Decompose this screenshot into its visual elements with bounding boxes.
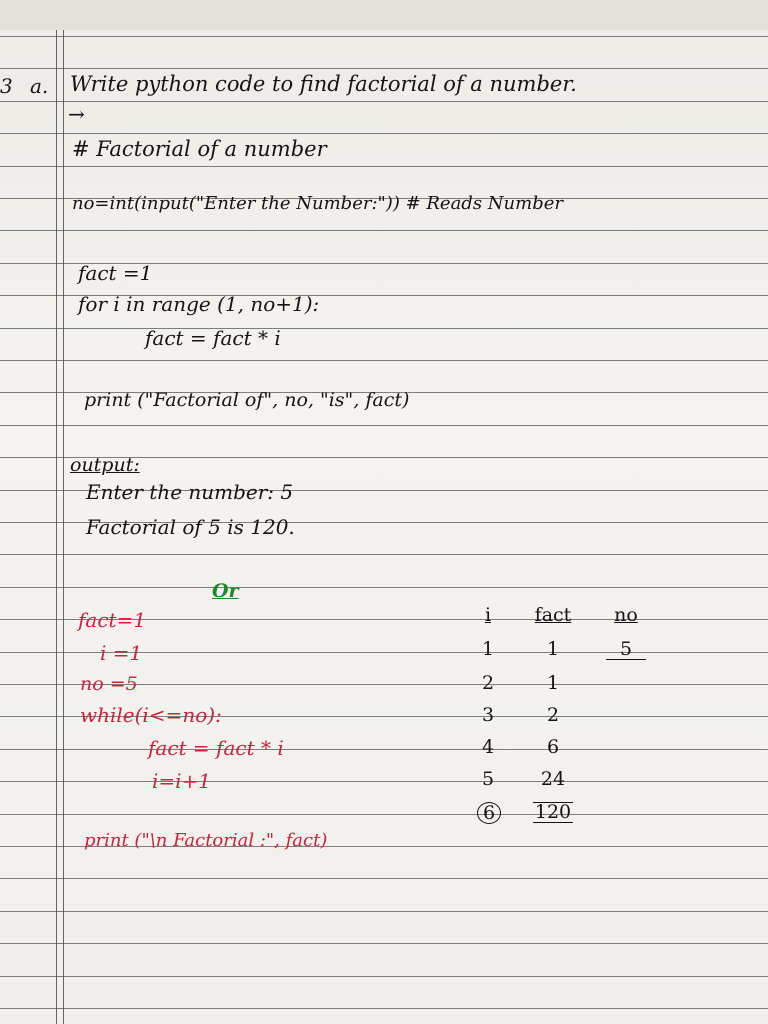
trace-cell: 2 <box>481 672 495 694</box>
question-part: a. <box>30 74 49 98</box>
code-line: for i in range (1, no+1): <box>78 292 320 316</box>
code-input-line: no=int(input("Enter the Number:")) # Reads Number <box>72 193 563 214</box>
alt-code-line: fact = fact * i <box>148 736 284 760</box>
ruled-line <box>0 425 768 426</box>
alt-code-line: no =5 <box>80 673 138 695</box>
trace-cell: 120 <box>534 801 572 823</box>
trace-header: i <box>484 604 492 626</box>
arrow-icon: → <box>68 102 85 126</box>
alt-code-line: fact=1 <box>78 608 147 632</box>
alt-code-line: print ("\n Factorial :", fact) <box>84 830 328 851</box>
alt-code-line: i=i+1 <box>152 769 212 793</box>
output-heading: output: <box>70 454 140 476</box>
ruled-line <box>0 230 768 231</box>
trace-header: fact <box>534 604 572 626</box>
trace-cell: 1 <box>546 638 560 660</box>
margin-line-left <box>56 30 57 1024</box>
ruled-line <box>0 943 768 944</box>
ruled-line <box>0 878 768 879</box>
ruled-line <box>0 360 768 361</box>
alt-code-line: i =1 <box>100 641 143 665</box>
ruled-line <box>0 976 768 977</box>
ruled-line <box>0 328 768 329</box>
margin-line-right <box>63 30 64 1024</box>
code-comment: # Factorial of a number <box>72 137 327 161</box>
trace-cell: 6 <box>546 736 560 758</box>
trace-cell: 6 <box>477 802 501 824</box>
ruled-line <box>0 166 768 167</box>
page-top-band <box>0 0 768 30</box>
alt-code-line: while(i<=no): <box>80 703 222 727</box>
trace-cell: 2 <box>546 704 560 726</box>
trace-header: no <box>614 604 638 626</box>
ruled-line <box>0 749 768 750</box>
or-label: Or <box>212 580 239 602</box>
ruled-line <box>0 68 768 69</box>
trace-cell: 1 <box>481 638 495 660</box>
trace-cell: 5 <box>481 768 495 790</box>
trace-cell: 4 <box>481 736 495 758</box>
output-line: Factorial of 5 is 120. <box>86 515 295 539</box>
trace-cell: 3 <box>481 704 495 726</box>
ruled-line <box>0 587 768 588</box>
question-number: 3 <box>0 74 13 98</box>
ruled-line <box>0 781 768 782</box>
ruled-line <box>0 554 768 555</box>
code-line: print ("Factorial of", no, "is", fact) <box>84 389 410 411</box>
trace-cell: 1 <box>546 672 560 694</box>
ruled-line <box>0 814 768 815</box>
ruled-line <box>0 101 768 102</box>
trace-cell: 24 <box>540 768 566 790</box>
ruled-line <box>0 133 768 134</box>
code-line: fact =1 <box>78 261 153 285</box>
code-line: fact = fact * i <box>145 326 281 350</box>
ruled-line <box>0 911 768 912</box>
ruled-line <box>0 1008 768 1009</box>
ruled-line <box>0 36 768 37</box>
output-line: Enter the number: 5 <box>86 480 294 504</box>
question-text: Write python code to find factorial of a number. <box>70 72 577 96</box>
trace-cell: 5 <box>606 640 646 660</box>
